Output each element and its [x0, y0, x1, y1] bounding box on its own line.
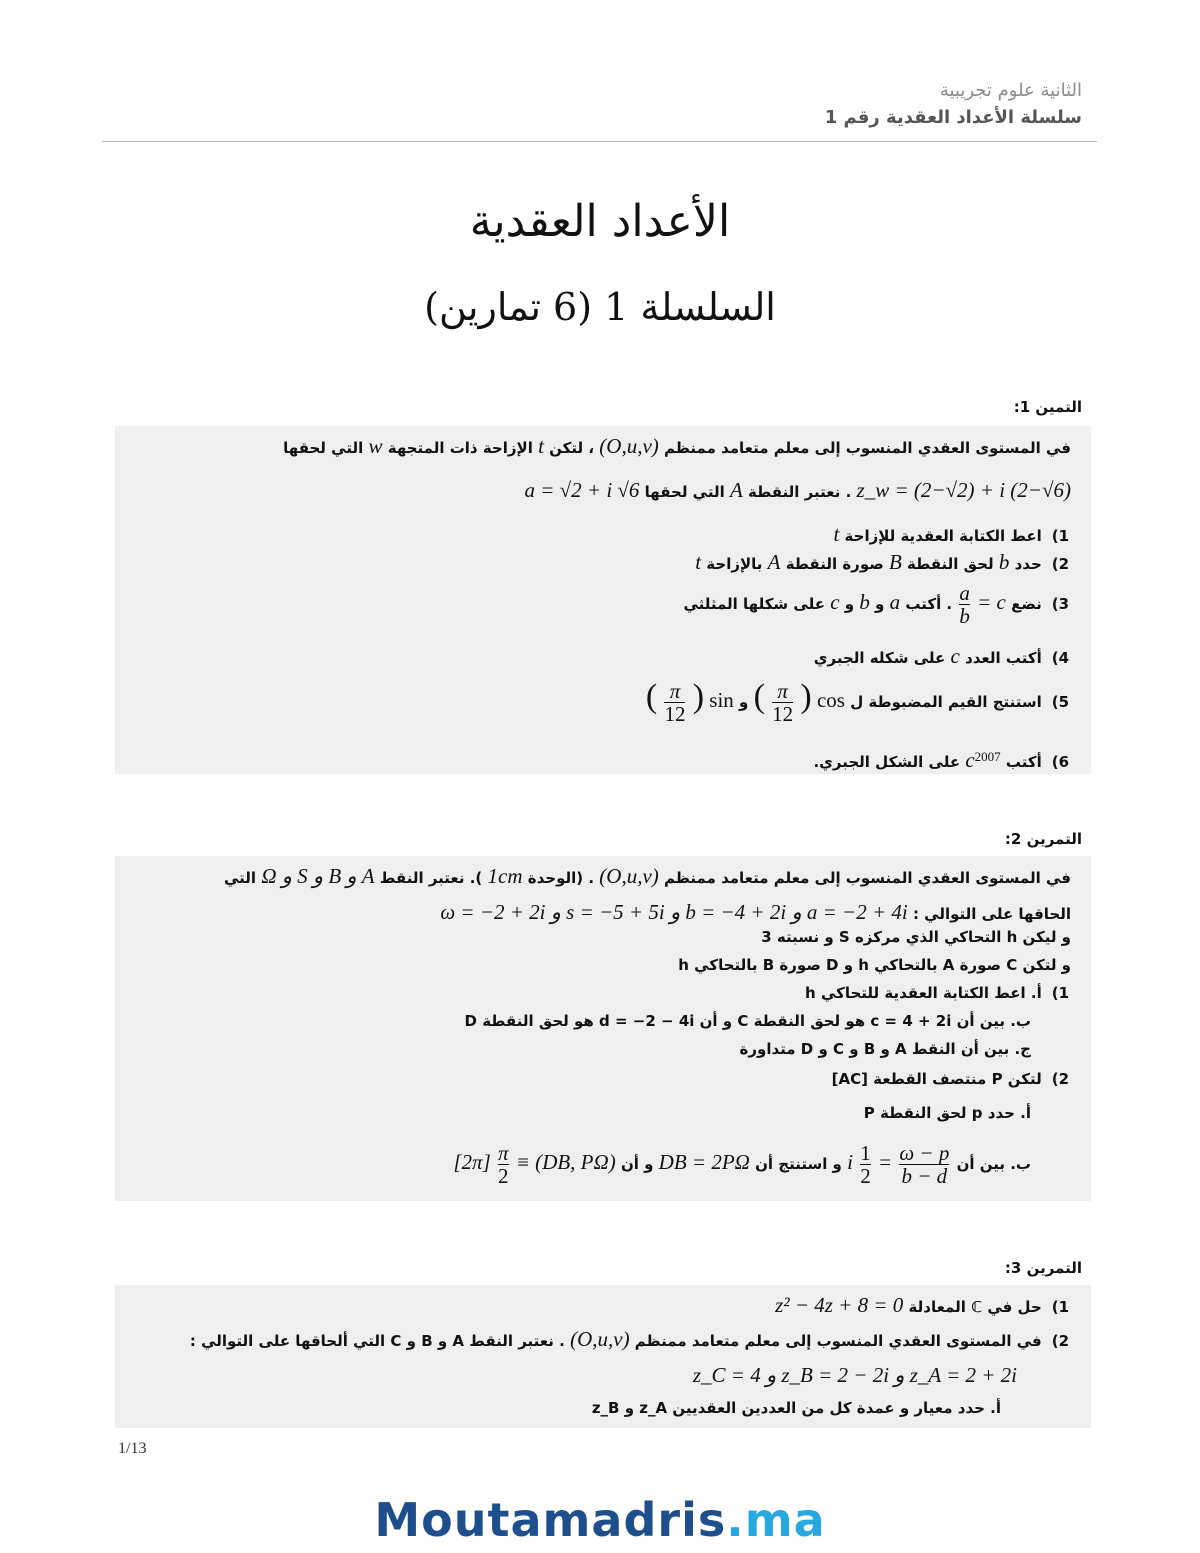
ex1-q3-number: 3)	[1051, 595, 1069, 614]
exercise-3-label: التمرين 3:	[1004, 1259, 1082, 1277]
ex2-q2-number: 2)	[1051, 1070, 1069, 1088]
page-number: 1/13	[118, 1440, 147, 1457]
ex1-q2-text-c: صورة النقطة	[785, 555, 884, 573]
ex2-q2b-text-1: ب. بين أن	[956, 1155, 1031, 1174]
ex1-frame: (O,u,v)	[599, 434, 659, 458]
ex1-q1-number: 1)	[1051, 527, 1069, 545]
ex1-intro-text: في المستوى العقدي المنسوب إلى معلم متعامد ممنظم	[664, 439, 1071, 457]
ex1-q4-number: 4)	[1051, 649, 1069, 667]
ex1-q3-text-c: على شكلها المثلثي	[683, 595, 825, 614]
ex1-q6-text-a: أكتب	[1005, 753, 1042, 771]
ex2-intro2-text: الحاقها على التوالي :	[912, 905, 1071, 923]
ex1-q5-paren-close-1: )	[753, 678, 765, 715]
ex1-q6-c: c	[965, 748, 975, 772]
ex2-q2b	[453, 1142, 1031, 1187]
ex1-q2-t: t	[695, 550, 702, 574]
ex2-q2-text: لتكن P منتصف القطعة [AC]	[831, 1070, 1042, 1088]
ex1-q4	[814, 644, 1069, 669]
ex2-points: A و B و S و Ω	[261, 864, 375, 888]
ex1-q6-exponent: 2007	[974, 749, 1001, 764]
header-divider	[102, 141, 1097, 142]
ex1-q5-den-2: 12	[664, 702, 686, 726]
ex2-q2b-half-num: 1	[860, 1141, 871, 1165]
ex2-q2b-pi-half	[498, 1142, 509, 1187]
ex2-q2	[832, 1070, 1069, 1088]
ex3-q2-text-b: . نعتبر النقط A و B و C التي ألحاقها على التوالي :	[189, 1332, 565, 1350]
ex2-q2b-text-3: و أن	[620, 1155, 654, 1174]
ex3-q1-text: حل في ℂ المعادلة	[908, 1298, 1042, 1316]
ex2-q2a: أ. حدد p لحق النقطة P	[863, 1104, 1031, 1122]
site-logo[interactable]	[0, 1493, 1200, 1547]
ex1-intro-text-b: ، لتكن	[549, 439, 595, 457]
ex1-q3-text-b: . أكتب	[905, 595, 953, 614]
exercise-1-label: التمين 1:	[1013, 398, 1082, 416]
ex2-q2b-fraction	[899, 1142, 949, 1187]
ex1-q6-text-b: على الشكل الجبري.	[813, 753, 961, 771]
ex1-t: t	[538, 434, 544, 458]
ex1-q3	[683, 582, 1069, 627]
ex1-q5-cos: cos	[816, 688, 845, 712]
ex3-qa: أ. حدد معيار و عمدة كل من العددين العقديين z_A و z_B	[591, 1399, 1001, 1417]
ex1-q5-number: 5)	[1051, 693, 1069, 711]
ex2-unit-label: . (الوحدة	[527, 869, 595, 887]
ex1-q4-c: c	[950, 644, 960, 668]
ex1-zw: z_w = (2−√2) + i (2−√6)	[856, 478, 1071, 502]
ex2-q2b-pi-den: 2	[498, 1164, 509, 1189]
ex1-q2-b: b	[998, 550, 1010, 574]
ex2-q1-number: 1)	[1051, 984, 1069, 1002]
ex3-affix-values: z_A = 2 + 2i و z_B = 2 − 2i و z_C = 4	[692, 1363, 1017, 1387]
ex2-intro-text: في المستوى العقدي المنسوب إلى معلم متعامد ممنظم	[664, 869, 1071, 887]
ex1-q1	[833, 522, 1069, 547]
ex1-q2-A: A	[767, 550, 781, 574]
ex2-q2b-angle: (DB, PΩ) ≡	[515, 1150, 616, 1175]
ex1-q5-paren-close-2: )	[645, 678, 658, 715]
ex1-q2-text-b: لحق النقطة	[907, 555, 994, 573]
ex2-intro-4: و لتكن C صورة A بالتحاكي h و D صورة B بالتحاكي h	[678, 956, 1071, 974]
header-series: سلسلة الأعداد العقدية رقم 1	[824, 107, 1082, 128]
ex1-q5-sin: sin	[709, 688, 734, 712]
page-title: الأعداد العقدية	[469, 196, 731, 247]
ex1-q5-text: استنتج القيم المضبوطة ل	[850, 693, 1042, 711]
ex2-q2b-half	[860, 1142, 871, 1187]
ex1-q5-den-1: 12	[772, 702, 794, 726]
ex1-q3-c-eq: c =	[977, 590, 1006, 615]
ex1-q5-num-1: π	[777, 678, 788, 703]
ex1-q3-and2: و	[844, 595, 855, 614]
ex2-q1b: ب. بين أن c = 4 + 2i هو لحق النقطة C و أن d = −2 − 4i هو لحق النقطة D	[464, 1012, 1031, 1030]
ex1-q3-cc: c	[830, 590, 840, 615]
ex2-q2b-den: b − d	[899, 1164, 949, 1187]
running-header	[825, 78, 1082, 132]
ex2-frame: (O,u,v)	[599, 864, 659, 888]
ex1-q3-a: a	[889, 590, 901, 615]
ex2-intro-1	[224, 864, 1071, 889]
ex1-q1-t: t	[833, 522, 840, 546]
header-level: الثانية علوم تجريبية	[939, 80, 1082, 101]
site-logo-name: Moutamadris	[374, 1493, 727, 1547]
ex2-q2b-distance: DB = 2PΩ	[658, 1150, 750, 1175]
ex1-q2-text-d: بالإزاحة	[706, 555, 763, 573]
ex2-q2b-pi-num: π	[498, 1141, 509, 1165]
ex2-intro-3: و ليكن h التحاكي الذي مركزه S و نسبته 3	[761, 928, 1071, 946]
ex1-q4-text-b: على شكله الجبري	[813, 649, 946, 667]
ex1-A: A	[729, 478, 743, 502]
ex2-q2b-half-den: 2	[860, 1164, 871, 1189]
page-subtitle: السلسلة 1 (6 تمارين)	[424, 285, 776, 329]
ex1-q3-text-a: نضع	[1011, 595, 1042, 614]
ex2-q2b-i: i	[847, 1150, 853, 1175]
ex1-intro2-text-a: . نعتبر النقطة	[748, 483, 852, 501]
ex1-q5-fraction-1	[772, 680, 793, 725]
ex1-q6-number: 6)	[1051, 753, 1069, 771]
ex3-q2-text: في المستوى العقدي المنسوب إلى معلم متعامد ممنظم	[634, 1332, 1042, 1350]
ex3-values	[693, 1363, 1017, 1388]
ex1-q5-and: و	[739, 693, 749, 711]
ex1-intro-1	[283, 434, 1071, 459]
ex1-q5-paren-open-2: (	[692, 678, 705, 715]
ex1-q5	[646, 678, 1069, 725]
ex1-intro2-text-b: التي لحقها	[644, 483, 725, 501]
ex1-q5-fraction-2	[664, 680, 685, 725]
ex1-intro-2	[524, 478, 1071, 503]
exercise-1-box	[115, 426, 1091, 774]
exercise-3-box	[115, 1285, 1091, 1428]
ex2-q2b-equals: =	[877, 1150, 893, 1175]
ex1-q6	[813, 748, 1069, 773]
ex1-q3-num: a	[959, 581, 970, 605]
ex1-a-value: a = √2 + i √6	[524, 478, 640, 502]
ex2-q1c: ج. بين أن النقط A و B و C و D متداورة	[739, 1040, 1031, 1058]
ex3-q1-number: 1)	[1051, 1298, 1069, 1316]
ex3-frame: (O,u,v)	[570, 1327, 630, 1351]
ex1-q3-fraction	[959, 582, 970, 627]
ex1-q2	[695, 550, 1069, 575]
ex1-intro-text-c: الإزاحة ذات المتجهة	[387, 439, 533, 457]
ex1-q2-number: 2)	[1051, 555, 1069, 573]
ex3-q2-number: 2)	[1051, 1332, 1069, 1350]
ex1-q5-num-2: π	[669, 678, 681, 703]
ex1-q2-B: B	[888, 550, 902, 574]
site-logo-tld: .ma	[726, 1493, 826, 1547]
ex2-q2b-modulo: [2π]	[453, 1150, 491, 1175]
exercise-2-box	[115, 856, 1091, 1201]
ex2-q1a	[805, 984, 1069, 1002]
exercise-2-label: التمرين 2:	[1004, 830, 1082, 848]
ex1-intro-text-d: التي لحقها	[283, 439, 364, 457]
ex2-unit: 1cm	[487, 864, 523, 888]
ex2-affixes: a = −2 + 4i و b = −4 + 2i و s = −5 + 5i و ω = −2 + 2i	[440, 900, 908, 924]
ex3-q1	[775, 1293, 1069, 1318]
ex2-q2b-text-2: و استنتج أن	[755, 1155, 842, 1174]
ex1-q3-and1: و	[875, 595, 885, 614]
ex3-q2	[190, 1327, 1069, 1352]
ex1-q4-text-a: أكتب العدد	[965, 649, 1042, 667]
ex2-intro-2	[440, 900, 1071, 925]
ex3-equation: z² − 4z + 8 = 0	[775, 1293, 904, 1317]
ex1-q3-b: b	[859, 590, 870, 615]
ex1-q5-paren-open-1: (	[800, 678, 812, 715]
ex1-q3-den: b	[959, 604, 970, 629]
ex2-intro-text-d: التي	[224, 869, 257, 887]
ex2-intro-text-c: ). نعتبر النقط	[379, 869, 483, 887]
ex2-q1a-text: أ. اعط الكتابة العقدية للتحاكي h	[805, 984, 1042, 1002]
ex1-q2-text-a: حدد	[1014, 555, 1042, 573]
ex1-q1-text: اعط الكتابة العقدية للإزاحة	[844, 527, 1042, 545]
ex1-w: w	[368, 434, 383, 458]
ex2-q2b-num: ω − p	[899, 1141, 950, 1165]
